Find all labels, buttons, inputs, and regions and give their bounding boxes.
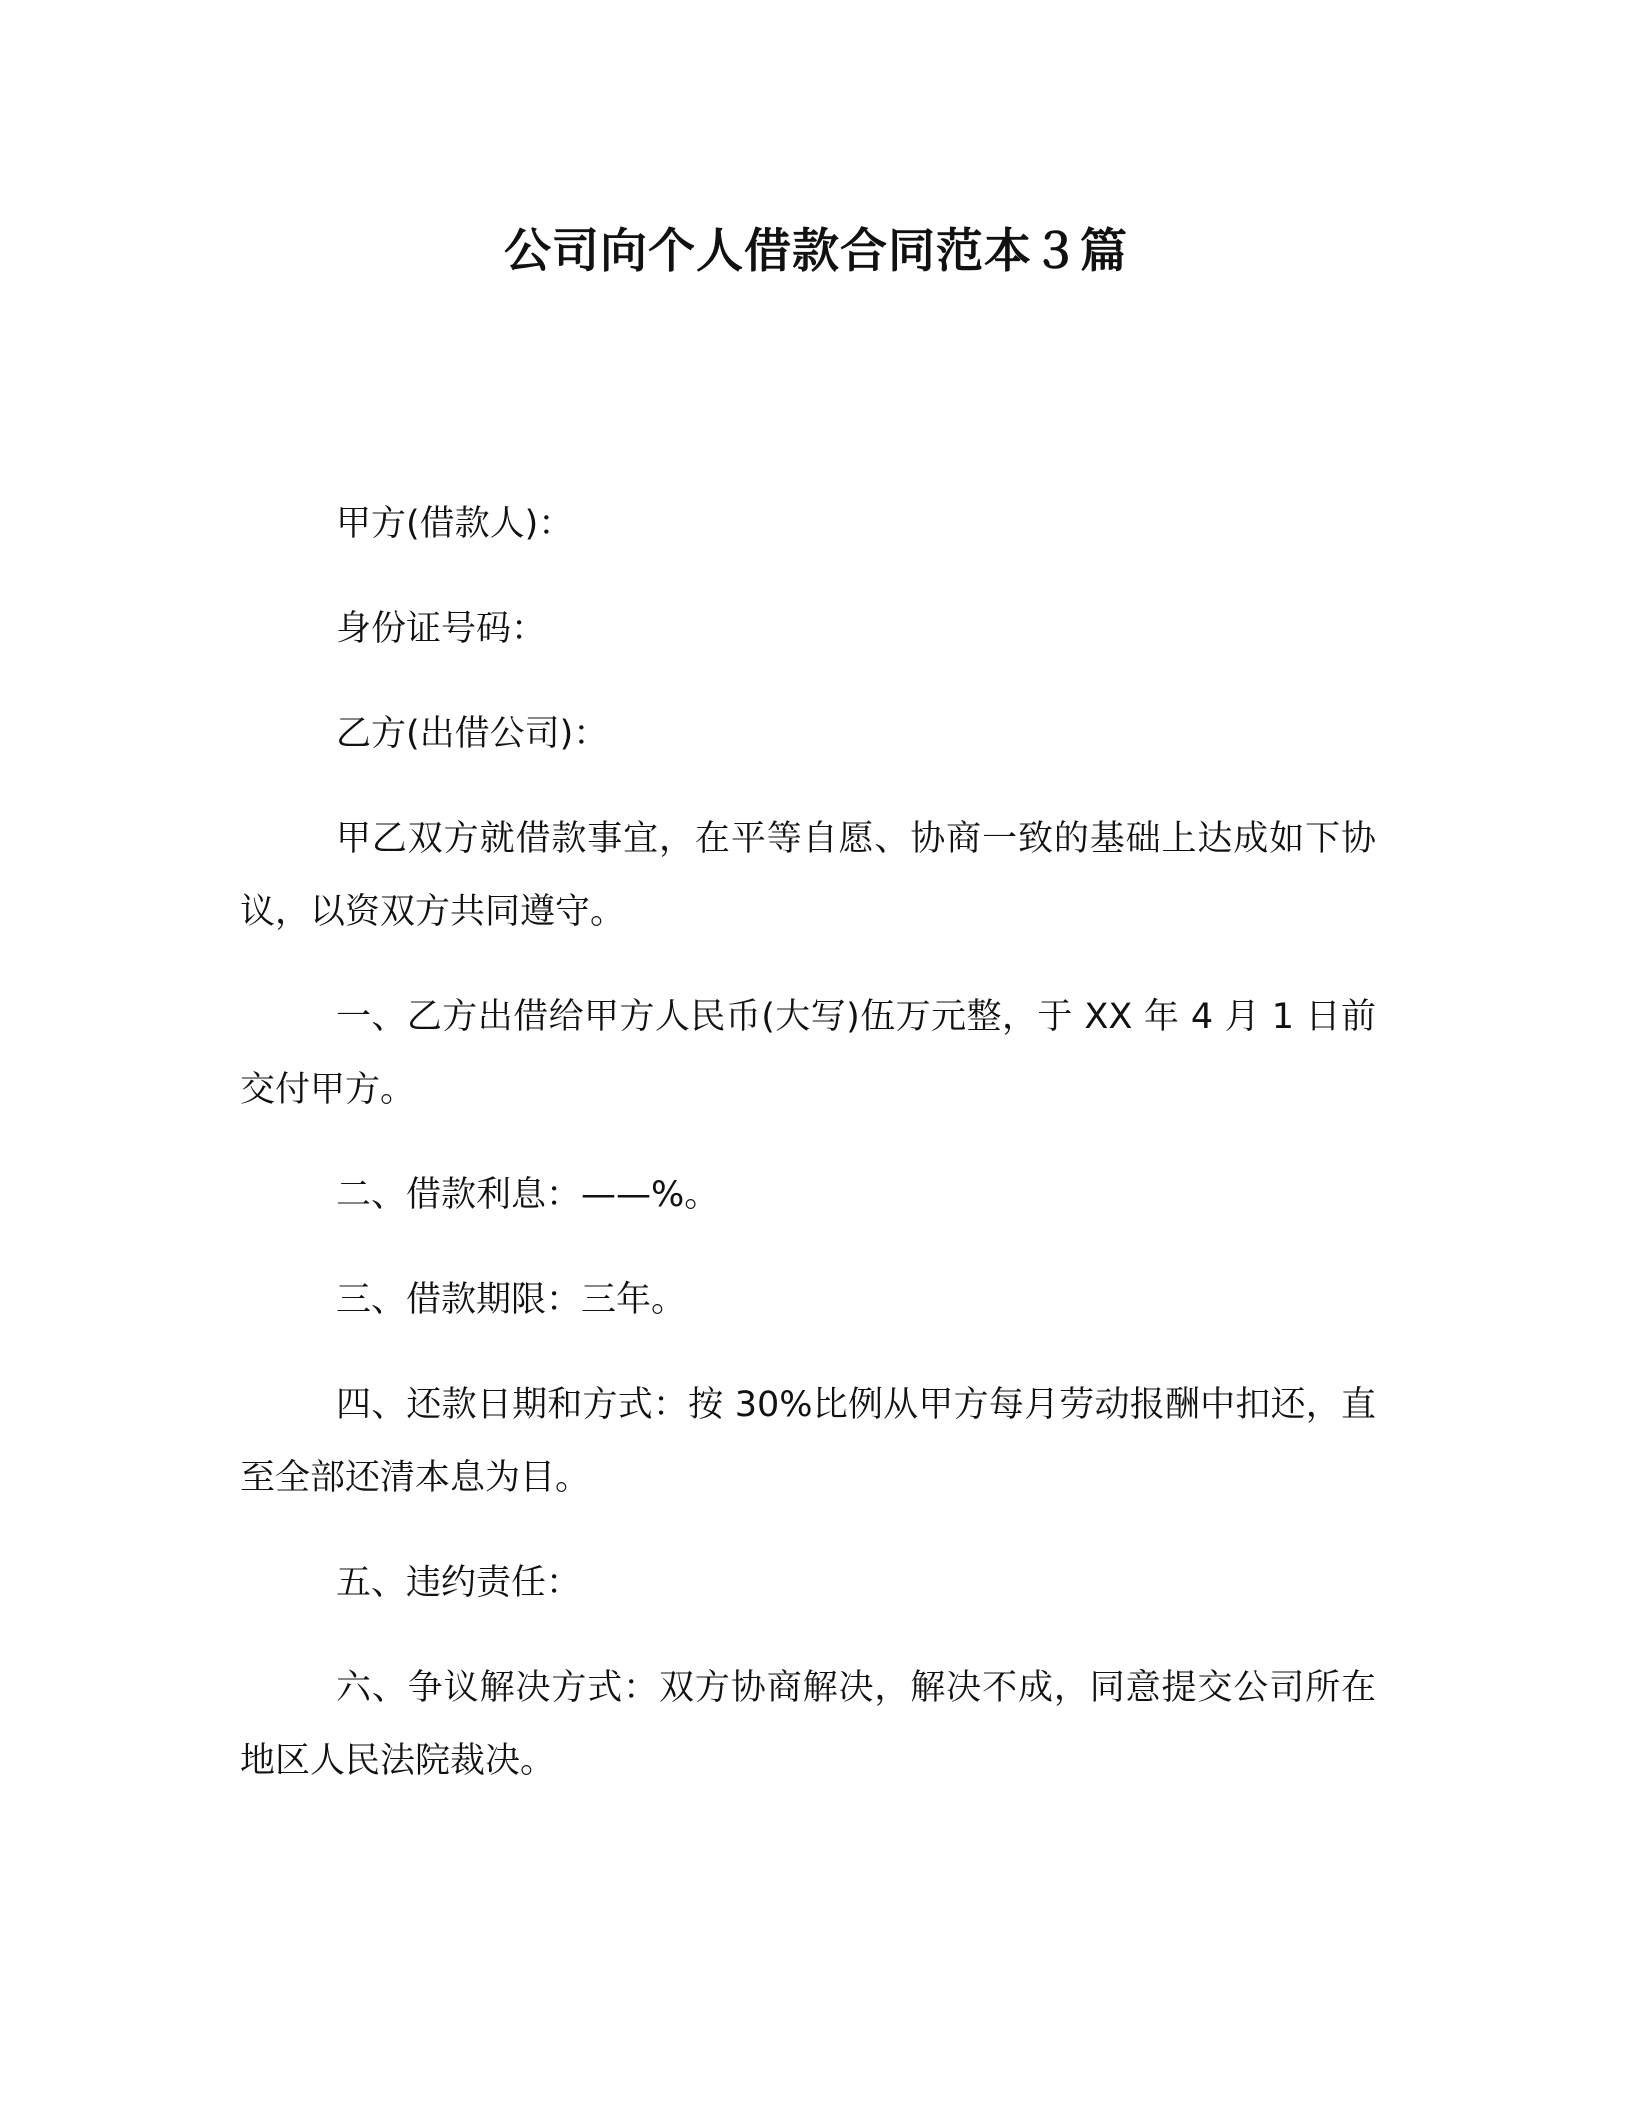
clause-2-paragraph: 二、借款利息：——%。: [336, 1175, 720, 1215]
document-body: [240, 488, 1376, 1830]
clause-4-paragraph: 四、还款日期和方式：按 30%比例从甲方每月劳动报酬中扣还，直至全部还清本息为目。: [240, 1385, 1376, 1498]
agreement-intro-paragraph: 甲乙双方就借款事宜，在平等自愿、协商一致的基础上达成如下协议，以资双方共同遵守。: [240, 819, 1376, 932]
clause-1-paragraph: 一、乙方出借给甲方人民币(大写)伍万元整，于 XX 年 4 月 1 日前交付甲方。: [240, 997, 1376, 1110]
party-b-line: 乙方(出借公司)：: [336, 714, 609, 754]
clause-6-paragraph: 六、争议解决方式：双方协商解决，解决不成，同意提交公司所在地区人民法院裁决。: [240, 1668, 1376, 1781]
clause-3-paragraph: 三、借款期限：三年。: [336, 1280, 687, 1320]
document-title: 公司向个人借款合同范本３篇: [504, 224, 1128, 279]
id-number-line: 身份证号码：: [336, 609, 547, 649]
party-a-line: 甲方(借款人)：: [336, 504, 574, 544]
clause-5-paragraph: 五、违约责任：: [336, 1563, 582, 1603]
